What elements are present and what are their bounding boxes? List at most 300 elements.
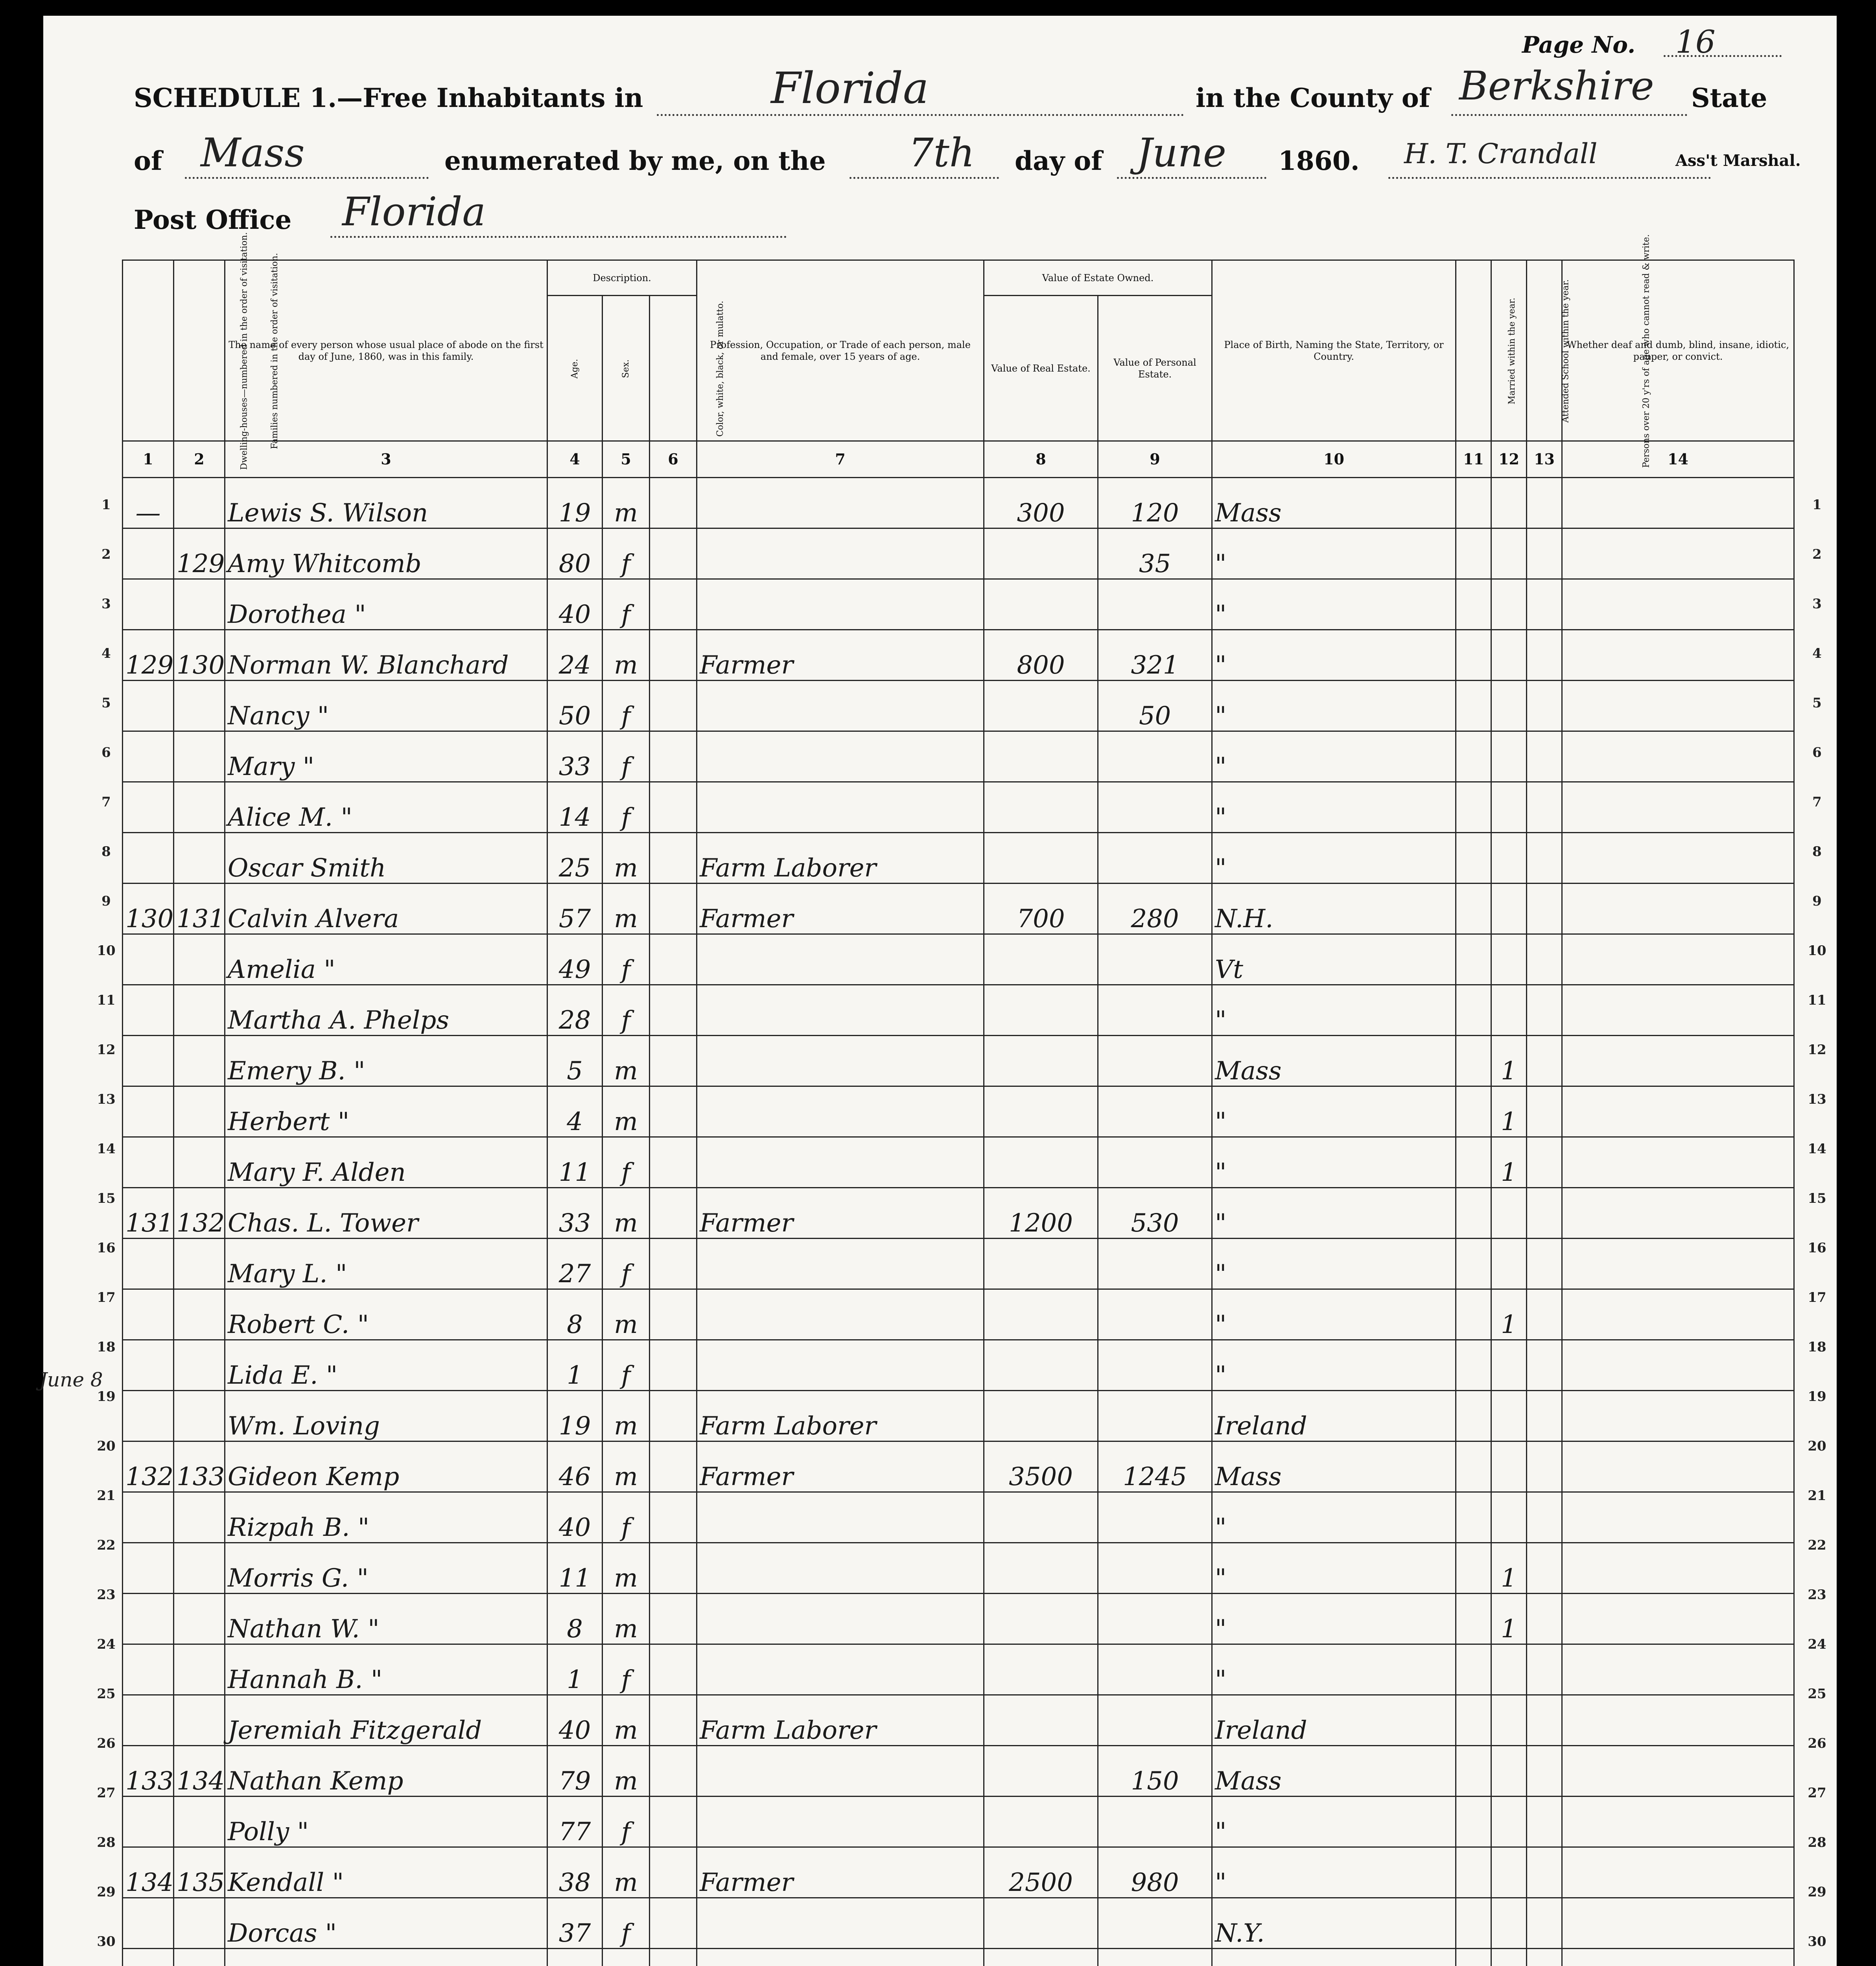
dwelling-number [123, 1797, 174, 1847]
person-name: Nathan W. " [225, 1594, 547, 1644]
personal-estate-cell: 120 [1098, 478, 1212, 528]
age-cell: 28 [547, 985, 603, 1036]
personal-estate-cell [1098, 985, 1212, 1036]
person-name: Kendall " [225, 1847, 547, 1898]
person-name: Rizpah B. " [225, 1492, 547, 1543]
occupation-cell [697, 1086, 984, 1137]
illiterate-cell [1527, 1746, 1562, 1797]
dwelling-number: 130 [123, 884, 174, 934]
col-number: 2 [174, 441, 225, 478]
age-cell: 46 [547, 1441, 603, 1492]
person-name: Mary F. Alden [225, 1137, 547, 1188]
col-number: 14 [1562, 441, 1794, 478]
col-name-header: The name of every person whose usual place of abode on the first day of June, 1860, was in this family. [225, 260, 547, 441]
color-cell [650, 1188, 697, 1239]
table-row [123, 579, 1794, 630]
condition-cell [1562, 1797, 1794, 1847]
description-header: Description. [547, 260, 697, 296]
person-name: Nathan Kemp [225, 1746, 547, 1797]
table-row [123, 1340, 1794, 1391]
sex-cell: f [603, 731, 650, 782]
col-married-header: Married within the year. [1456, 260, 1491, 441]
line-number: 29 [1808, 1884, 1826, 1900]
condition-cell [1562, 1695, 1794, 1746]
school-cell [1491, 1391, 1527, 1441]
condition-cell [1562, 1086, 1794, 1137]
color-cell [650, 1746, 697, 1797]
col-family-header: Families numbered in the order of visitation. [174, 260, 225, 441]
line-number: 21 [1808, 1488, 1826, 1504]
personal-estate-cell [1098, 833, 1212, 884]
birthplace-cell: " [1212, 1492, 1456, 1543]
occupation-cell: Farmer [697, 630, 984, 681]
table-row [123, 1949, 1794, 1966]
illiterate-cell [1527, 681, 1562, 731]
occupation-cell [697, 934, 984, 985]
dwelling-number: 131 [123, 1188, 174, 1239]
line-number: 4 [1812, 646, 1822, 661]
enumeration-year: 1860. [1278, 145, 1360, 176]
personal-estate-cell: 50 [1098, 681, 1212, 731]
age-cell: 49 [547, 934, 603, 985]
col-number: 10 [1212, 441, 1456, 478]
age-cell: 80 [547, 528, 603, 579]
personal-estate-cell [1098, 1492, 1212, 1543]
sex-cell: m [603, 1441, 650, 1492]
birthplace-cell: " [1212, 1239, 1456, 1289]
occupation-cell [697, 1746, 984, 1797]
school-cell [1491, 1644, 1527, 1695]
color-cell [650, 1898, 697, 1949]
col-condition-header: Whether deaf and dumb, blind, insane, idiotic, pauper, or convict. [1562, 260, 1794, 441]
age-cell: 24 [547, 630, 603, 681]
line-number: 19 [1808, 1389, 1826, 1405]
col-personal-estate-header: Value of Personal Estate. [1098, 296, 1212, 441]
age-cell: 37 [547, 1898, 603, 1949]
family-number [174, 1340, 225, 1391]
birthplace-cell [1212, 1949, 1456, 1966]
occupation-cell [697, 782, 984, 833]
line-number: 30 [97, 1934, 116, 1949]
personal-estate-cell: 150 [1098, 1746, 1212, 1797]
school-cell [1491, 478, 1527, 528]
sex-cell: f [603, 1644, 650, 1695]
real-estate-cell [984, 833, 1098, 884]
birthplace-cell: " [1212, 1289, 1456, 1340]
line-number: 17 [97, 1290, 116, 1305]
occupation-cell [697, 579, 984, 630]
line-number: 18 [97, 1339, 116, 1355]
dwelling-number [123, 1391, 174, 1441]
enumeration-month: June [1137, 130, 1227, 176]
col-illiterate-header: Persons over 20 y'rs of age who cannot read & write. [1527, 260, 1562, 441]
school-cell [1491, 579, 1527, 630]
personal-estate-cell [1098, 1289, 1212, 1340]
col-number: 13 [1527, 441, 1562, 478]
occupation-cell [697, 1898, 984, 1949]
condition-cell [1562, 1847, 1794, 1898]
school-cell [1491, 1188, 1527, 1239]
real-estate-cell [984, 1695, 1098, 1746]
school-cell [1491, 1797, 1527, 1847]
marshal-label: Ass't Marshal. [1675, 151, 1801, 170]
personal-estate-cell [1098, 1340, 1212, 1391]
illiterate-cell [1527, 1086, 1562, 1137]
age-cell: 38 [547, 1847, 603, 1898]
occupation-cell: Farmer [697, 1847, 984, 1898]
illiterate-cell [1527, 1644, 1562, 1695]
illiterate-cell [1527, 579, 1562, 630]
col-birthplace-header: Place of Birth, Naming the State, Territory, or Country. [1212, 260, 1456, 441]
table-row [123, 681, 1794, 731]
birthplace-cell: " [1212, 681, 1456, 731]
illiterate-cell [1527, 1188, 1562, 1239]
personal-estate-cell: 321 [1098, 630, 1212, 681]
table-row [123, 1898, 1794, 1949]
illiterate-cell [1527, 1289, 1562, 1340]
col-school-header: Attended School within the year. [1491, 260, 1527, 441]
dwelling-number [123, 782, 174, 833]
birthplace-cell: " [1212, 1847, 1456, 1898]
table-row [123, 630, 1794, 681]
real-estate-cell [984, 1137, 1098, 1188]
married-cell [1456, 579, 1491, 630]
sex-cell: m [603, 833, 650, 884]
age-cell: 11 [547, 1137, 603, 1188]
line-number: 18 [1808, 1339, 1826, 1355]
day-of-label: day of [1015, 145, 1102, 176]
family-number: 131 [174, 884, 225, 934]
school-cell [1491, 934, 1527, 985]
condition-cell [1562, 884, 1794, 934]
family-number: 130 [174, 630, 225, 681]
illiterate-cell [1527, 1898, 1562, 1949]
illiterate-cell [1527, 1695, 1562, 1746]
color-cell [650, 681, 697, 731]
illiterate-cell [1527, 478, 1562, 528]
age-cell: 33 [547, 1188, 603, 1239]
family-number [174, 1695, 225, 1746]
line-number: 15 [97, 1191, 116, 1206]
married-cell [1456, 1847, 1491, 1898]
personal-estate-cell [1098, 934, 1212, 985]
table-row [123, 1441, 1794, 1492]
family-number: 129 [174, 528, 225, 579]
line-number: 8 [101, 844, 111, 860]
line-number: 9 [1812, 893, 1822, 909]
sex-cell: f [603, 1797, 650, 1847]
family-number [174, 985, 225, 1036]
marshal-name: H. T. Crandall [1404, 138, 1598, 170]
dwelling-number [123, 1492, 174, 1543]
dwelling-number: 132 [123, 1441, 174, 1492]
family-number [174, 579, 225, 630]
illiterate-cell [1527, 833, 1562, 884]
school-cell [1491, 731, 1527, 782]
family-number [174, 1289, 225, 1340]
line-number: 10 [1808, 943, 1826, 959]
age-cell: 40 [547, 579, 603, 630]
school-cell: 1 [1491, 1137, 1527, 1188]
school-cell [1491, 1239, 1527, 1289]
illiterate-cell [1527, 985, 1562, 1036]
county-label: in the County of [1196, 83, 1430, 113]
color-cell [650, 1391, 697, 1441]
person-name: Dorothea " [225, 579, 547, 630]
col-occupation-header: Profession, Occupation, or Trade of each person, male and female, over 15 years of age. [697, 260, 984, 441]
married-cell [1456, 1239, 1491, 1289]
condition-cell [1562, 1391, 1794, 1441]
person-name: Nancy " [225, 681, 547, 731]
married-cell [1456, 1797, 1491, 1847]
sex-cell: m [603, 1036, 650, 1086]
line-number: 20 [1808, 1438, 1826, 1454]
married-cell [1456, 478, 1491, 528]
sex-cell: f [603, 528, 650, 579]
age-cell: 1 [547, 1644, 603, 1695]
married-cell [1456, 833, 1491, 884]
family-number [174, 1086, 225, 1137]
real-estate-cell [984, 934, 1098, 985]
personal-estate-cell [1098, 1391, 1212, 1441]
person-name: Morris G. " [225, 1543, 547, 1594]
age-cell: 14 [547, 782, 603, 833]
col-number: 8 [984, 441, 1098, 478]
illiterate-cell [1527, 1594, 1562, 1644]
sex-cell: m [603, 1847, 650, 1898]
line-number: 14 [1808, 1141, 1826, 1157]
condition-cell [1562, 1543, 1794, 1594]
occupation-cell [697, 1797, 984, 1847]
real-estate-cell [984, 528, 1098, 579]
line-number: 28 [1808, 1835, 1826, 1850]
line-number: 28 [97, 1835, 116, 1850]
line-number: 5 [1812, 695, 1822, 711]
school-cell [1491, 1441, 1527, 1492]
person-name: Emery B. " [225, 1036, 547, 1086]
sex-cell: m [603, 1289, 650, 1340]
married-cell [1456, 1391, 1491, 1441]
table-row [123, 1644, 1794, 1695]
married-cell [1456, 1746, 1491, 1797]
person-name: Alice M. " [225, 782, 547, 833]
real-estate-cell: 800 [984, 630, 1098, 681]
personal-estate-cell [1098, 782, 1212, 833]
color-cell [650, 985, 697, 1036]
illiterate-cell [1527, 1340, 1562, 1391]
age-cell: 8 [547, 1289, 603, 1340]
school-cell [1491, 1340, 1527, 1391]
person-name: Martha A. Phelps [225, 985, 547, 1036]
table-row [123, 1543, 1794, 1594]
occupation-cell [697, 1289, 984, 1340]
married-cell [1456, 1695, 1491, 1746]
birthplace-cell: Mass [1212, 478, 1456, 528]
color-cell [650, 1441, 697, 1492]
occupation-cell [697, 681, 984, 731]
line-number: 26 [1808, 1736, 1826, 1751]
line-number: 11 [97, 992, 116, 1008]
occupation-cell [697, 1239, 984, 1289]
line-number: 21 [97, 1488, 116, 1504]
enumeration-day: 7th [909, 130, 975, 176]
sex-cell: f [603, 782, 650, 833]
real-estate-cell [984, 1949, 1098, 1966]
married-cell [1456, 934, 1491, 985]
real-estate-cell [984, 1036, 1098, 1086]
dwelling-number [123, 985, 174, 1036]
real-estate-cell: 2500 [984, 1847, 1098, 1898]
birthplace-cell: " [1212, 1086, 1456, 1137]
birthplace-cell: " [1212, 528, 1456, 579]
married-cell [1456, 1543, 1491, 1594]
school-cell [1491, 630, 1527, 681]
real-estate-cell [984, 731, 1098, 782]
table-row [123, 528, 1794, 579]
personal-estate-cell [1098, 1239, 1212, 1289]
birthplace-cell: " [1212, 630, 1456, 681]
family-number [174, 934, 225, 985]
sex-cell: f [603, 1239, 650, 1289]
person-name [225, 1949, 547, 1966]
family-number: 133 [174, 1441, 225, 1492]
condition-cell [1562, 985, 1794, 1036]
table-row [123, 1797, 1794, 1847]
illiterate-cell [1527, 630, 1562, 681]
page-number-label: Page No. [1522, 31, 1636, 58]
dwelling-number [123, 934, 174, 985]
school-cell: 1 [1491, 1086, 1527, 1137]
birthplace-cell: N.Y. [1212, 1898, 1456, 1949]
color-cell [650, 1239, 697, 1289]
table-row [123, 1492, 1794, 1543]
family-number [174, 833, 225, 884]
line-number: 3 [1812, 596, 1822, 612]
col-dwelling-header: Dwelling-houses—numbered in the order of visitation. [123, 260, 174, 441]
dwelling-number: 129 [123, 630, 174, 681]
occupation-cell [697, 985, 984, 1036]
sex-cell: m [603, 1695, 650, 1746]
table-row [123, 782, 1794, 833]
illiterate-cell [1527, 934, 1562, 985]
school-cell: 1 [1491, 1543, 1527, 1594]
col-age-header: Age. [547, 296, 603, 441]
color-cell [650, 528, 697, 579]
condition-cell [1562, 934, 1794, 985]
dwelling-number [123, 528, 174, 579]
color-cell [650, 1695, 697, 1746]
illiterate-cell [1527, 528, 1562, 579]
census-page [39, 16, 1837, 1966]
personal-estate-cell [1098, 1543, 1212, 1594]
family-number [174, 1898, 225, 1949]
real-estate-cell [984, 1239, 1098, 1289]
age-cell: 4 [547, 1086, 603, 1137]
sex-cell: m [603, 1391, 650, 1441]
line-number: 27 [97, 1785, 116, 1801]
line-number: 6 [101, 745, 111, 760]
real-estate-cell [984, 579, 1098, 630]
state-name: Mass [201, 130, 305, 176]
school-cell [1491, 681, 1527, 731]
person-name: Calvin Alvera [225, 884, 547, 934]
dwelling-number: 133 [123, 1746, 174, 1797]
birthplace-cell: Mass [1212, 1036, 1456, 1086]
sex-cell: f [603, 579, 650, 630]
age-cell: 19 [547, 1391, 603, 1441]
illiterate-cell [1527, 1949, 1562, 1966]
person-name: Amelia " [225, 934, 547, 985]
occupation-cell [697, 1949, 984, 1966]
married-cell [1456, 1137, 1491, 1188]
person-name: Lewis S. Wilson [225, 478, 547, 528]
sex-cell: m [603, 1543, 650, 1594]
family-number [174, 478, 225, 528]
dwelling-number [123, 731, 174, 782]
table-row [123, 1086, 1794, 1137]
personal-estate-cell [1098, 1695, 1212, 1746]
person-name: Lida E. " [225, 1340, 547, 1391]
school-cell [1491, 833, 1527, 884]
color-cell [650, 1543, 697, 1594]
birthplace-cell: " [1212, 985, 1456, 1036]
col-number: 11 [1456, 441, 1491, 478]
family-number: 132 [174, 1188, 225, 1239]
color-cell [650, 731, 697, 782]
birthplace-cell: " [1212, 833, 1456, 884]
birthplace-cell: " [1212, 1797, 1456, 1847]
person-name: Mary L. " [225, 1239, 547, 1289]
married-cell [1456, 1949, 1491, 1966]
line-number: 7 [1812, 794, 1822, 810]
real-estate-cell: 700 [984, 884, 1098, 934]
age-cell: 1 [547, 1340, 603, 1391]
personal-estate-cell [1098, 1898, 1212, 1949]
real-estate-cell: 3500 [984, 1441, 1098, 1492]
condition-cell [1562, 1441, 1794, 1492]
school-cell [1491, 782, 1527, 833]
personal-estate-cell [1098, 1036, 1212, 1086]
line-number: 12 [97, 1042, 116, 1058]
person-name: Oscar Smith [225, 833, 547, 884]
birthplace-cell: " [1212, 1543, 1456, 1594]
occupation-cell [697, 528, 984, 579]
person-name: Amy Whitcomb [225, 528, 547, 579]
line-number: 24 [97, 1636, 116, 1652]
condition-cell [1562, 1340, 1794, 1391]
family-number: 135 [174, 1847, 225, 1898]
condition-cell [1562, 1644, 1794, 1695]
married-cell [1456, 1086, 1491, 1137]
person-name: Robert C. " [225, 1289, 547, 1340]
occupation-cell [697, 1594, 984, 1644]
line-number: 6 [1812, 745, 1822, 760]
line-number: 16 [97, 1240, 116, 1256]
table-row [123, 1289, 1794, 1340]
color-cell [650, 1797, 697, 1847]
table-row [123, 478, 1794, 528]
birthplace-cell: " [1212, 1594, 1456, 1644]
person-name: Herbert " [225, 1086, 547, 1137]
real-estate-cell: 300 [984, 478, 1098, 528]
person-name: Jeremiah Fitzgerald [225, 1695, 547, 1746]
occupation-cell: Farm Laborer [697, 833, 984, 884]
line-number: 8 [1812, 844, 1822, 860]
age-cell: 8 [547, 1594, 603, 1644]
person-name: Chas. L. Tower [225, 1188, 547, 1239]
real-estate-cell [984, 985, 1098, 1036]
table-row [123, 1594, 1794, 1644]
